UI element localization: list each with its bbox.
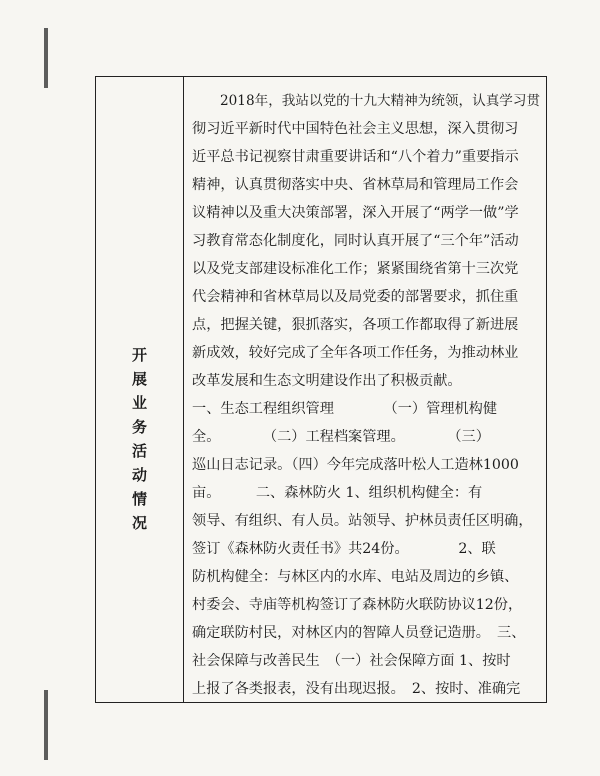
- body-line: 全。 （二）工程档案管理。 （三）: [192, 429, 490, 445]
- body-line: 议精神以及重大决策部署，深入开展了“两学一做”学: [192, 205, 519, 221]
- scan-edge-top: [44, 28, 48, 88]
- body-line: 点，把握关键，狠抓落实，各项工作都取得了新进展: [192, 317, 519, 333]
- body-line: 习教育常态化制度化，同时认真开展了“三个年”活动: [192, 233, 519, 249]
- body-line: 上报了各类报表，没有出现迟报。 2、按时、准确完: [192, 681, 521, 697]
- body-line: 亩。 二、森林防火 1、组织机构健全：有: [192, 485, 483, 501]
- body-line: 防机构健全：与林区内的水库、电站及周边的乡镇、: [192, 569, 519, 585]
- body-line: 确定联防村民，对林区内的智障人员登记造册。 三、: [192, 625, 526, 641]
- body-line: 巡山日志记录。（四）今年完成落叶松人工造林1000: [192, 457, 519, 473]
- label-char: 开: [131, 346, 147, 364]
- label-char: 活: [131, 442, 147, 460]
- body-line: 新成效，较好完成了全年各项工作任务，为推动林业: [192, 345, 519, 361]
- body-line: 精神，认真贯彻落实中央、省林草局和管理局工作会: [192, 177, 519, 193]
- body-line: 改革发展和生态文明建设作出了积极贡献。: [192, 373, 462, 389]
- label-char: 动: [131, 466, 147, 484]
- body-line: 社会保障与改善民生 （一）社会保障方面 1、按时: [192, 653, 511, 669]
- body-line: 一、生态工程组织管理 （一）管理机构健: [192, 401, 498, 417]
- body-line: 近平总书记视察甘肃重要讲话和“八个着力”重要指示: [192, 149, 519, 165]
- label-char: 务: [131, 418, 147, 436]
- label-char: 业: [131, 394, 147, 412]
- label-char: 况: [131, 514, 147, 532]
- section-label: [96, 343, 183, 535]
- body-line: 以及党支部建设标准化工作；紧紧围绕省第十三次党: [192, 261, 519, 277]
- body-line: 签订《森林防火责任书》共24份。 2、联: [192, 541, 496, 557]
- body-line: 2018年，我站以党的十九大精神为统领，认真学习贯: [220, 93, 541, 109]
- section-label-cell: [96, 77, 184, 702]
- scan-edge-bottom: [44, 690, 48, 760]
- body-line: 代会精神和省林草局以及局党委的部署要求，抓住重: [192, 289, 519, 305]
- label-char: 情: [131, 490, 147, 508]
- body-line: 彻习近平新时代中国特色社会主义思想，深入贯彻习: [192, 121, 519, 137]
- report-body: [184, 77, 546, 702]
- label-char: 展: [131, 370, 147, 388]
- form-table: [95, 76, 547, 703]
- body-line: 领导、有组织、有人员。站领导、护林员责任区明确，: [192, 513, 533, 529]
- body-line: 村委会、寺庙等机构签订了森林防火联防协议12份，: [192, 597, 523, 613]
